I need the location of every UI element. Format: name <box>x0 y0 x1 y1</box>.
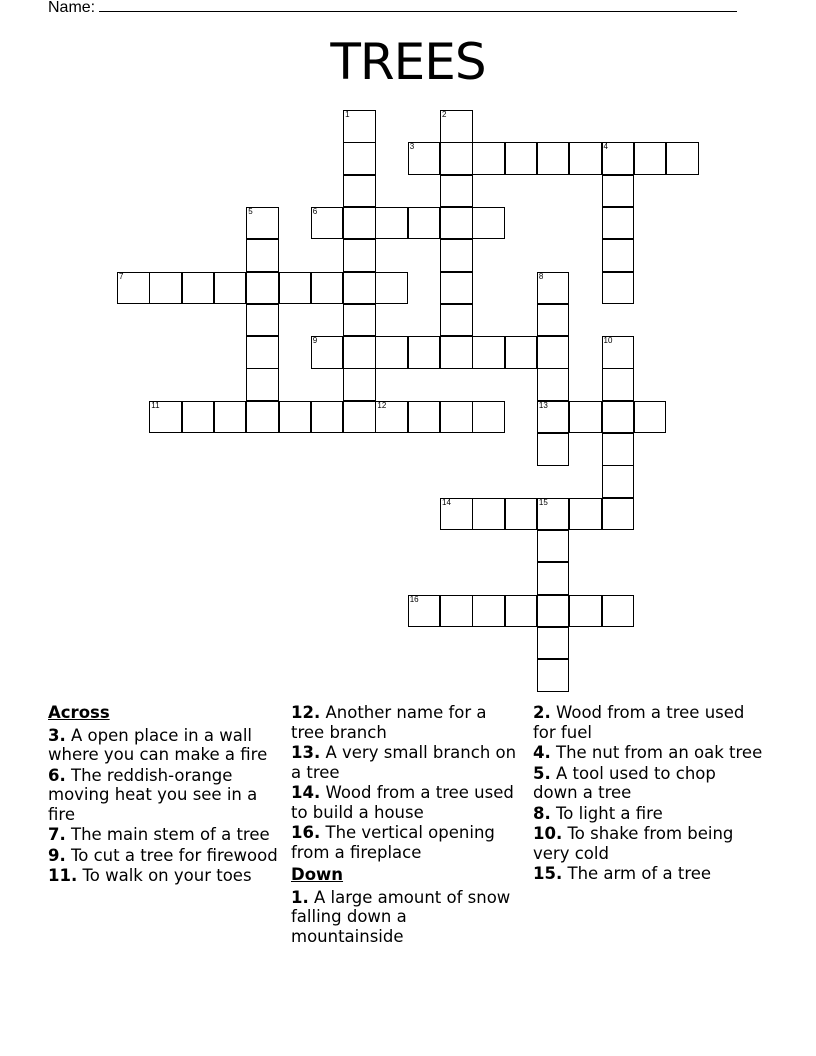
crossword-cell[interactable] <box>602 433 635 466</box>
crossword-cell[interactable] <box>537 433 570 466</box>
crossword-cell[interactable] <box>182 401 215 434</box>
crossword-cell[interactable] <box>214 401 247 434</box>
crossword-cell[interactable] <box>537 627 570 660</box>
crossword-cell[interactable] <box>602 272 635 305</box>
crossword-cell[interactable] <box>343 142 376 175</box>
crossword-cell[interactable] <box>343 401 376 434</box>
crossword-cell[interactable] <box>408 207 441 240</box>
clue-text: A very small branch on a tree <box>291 743 517 782</box>
crossword-cell[interactable] <box>440 272 473 305</box>
crossword-cell[interactable] <box>246 336 279 369</box>
cell-number: 12 <box>377 400 387 410</box>
crossword-cell[interactable] <box>375 272 408 305</box>
crossword-cell[interactable] <box>602 368 635 401</box>
crossword-cell[interactable] <box>634 142 667 175</box>
clue-down-2 <box>533 703 763 742</box>
clue-number: 13. <box>291 743 321 762</box>
crossword-cell[interactable] <box>602 401 635 434</box>
crossword-cell[interactable] <box>246 272 279 305</box>
crossword-cell[interactable] <box>246 304 279 337</box>
clue-number: 7. <box>48 825 66 844</box>
cell-number: 2 <box>442 110 447 119</box>
clue-text: Wood from a tree used for fuel <box>533 703 745 742</box>
cell-number: 8 <box>538 271 544 281</box>
clues-column-3 <box>533 703 763 885</box>
crossword-cell[interactable] <box>569 401 602 434</box>
crossword-cell[interactable] <box>375 336 408 369</box>
crossword-cell[interactable] <box>602 175 635 208</box>
clue-text: The arm of a tree <box>567 864 712 883</box>
clue-text: To cut a tree for firewood <box>71 845 278 865</box>
clue-across-14 <box>291 783 521 822</box>
crossword-cell[interactable] <box>505 336 538 369</box>
crossword-cell[interactable] <box>440 142 473 175</box>
crossword-cell[interactable] <box>440 207 473 240</box>
crossword-cell[interactable] <box>343 304 376 337</box>
clue-across-11 <box>48 866 278 886</box>
clue-text: The vertical opening from a fireplace <box>291 823 495 862</box>
crossword-cell[interactable] <box>602 595 635 628</box>
crossword-cell[interactable] <box>569 498 602 531</box>
clue-number: 16. <box>291 823 321 842</box>
crossword-cell[interactable] <box>537 272 570 305</box>
clue-text: A tool used to chop down a tree <box>533 763 716 802</box>
crossword-cell[interactable] <box>569 142 602 175</box>
crossword-cell[interactable] <box>440 401 473 434</box>
clue-number: 12. <box>291 703 321 722</box>
clue-number: 5. <box>533 763 551 783</box>
cell-number: 15 <box>538 497 548 507</box>
crossword-cell[interactable] <box>440 175 473 208</box>
crossword-cell[interactable] <box>440 498 473 531</box>
clue-across-16 <box>291 823 521 862</box>
crossword-cell[interactable] <box>602 142 635 175</box>
clue-text: A large amount of snow falling down a mountainside <box>291 887 511 946</box>
crossword-cell[interactable] <box>537 530 570 563</box>
clue-across-6 <box>48 766 278 825</box>
clue-text: The main stem of a tree <box>71 825 270 844</box>
clue-across-9 <box>48 846 278 866</box>
crossword-cell[interactable] <box>537 562 570 595</box>
crossword-cell[interactable] <box>343 336 376 369</box>
crossword-cell[interactable] <box>246 239 279 272</box>
clue-number: 10. <box>533 824 563 843</box>
crossword-cell[interactable] <box>440 595 473 628</box>
crossword-cell[interactable] <box>375 401 408 434</box>
cell-number: 3 <box>409 142 415 152</box>
cell-number: 14 <box>442 497 451 507</box>
crossword-cell[interactable] <box>311 207 344 240</box>
crossword-cell[interactable] <box>343 175 376 208</box>
down-heading: Down <box>291 865 344 884</box>
cell-number: 4 <box>603 142 608 152</box>
clue-number: 1. <box>291 887 309 907</box>
crossword-cell[interactable] <box>602 239 635 272</box>
clue-across-12 <box>291 703 521 742</box>
crossword-cell[interactable] <box>214 272 247 305</box>
crossword-cell[interactable] <box>472 401 505 434</box>
crossword-cell[interactable] <box>343 239 376 272</box>
crossword-cell[interactable] <box>343 368 376 401</box>
clue-number: 15. <box>533 864 563 883</box>
cell-number: 1 <box>345 110 350 119</box>
crossword-cell[interactable] <box>149 272 182 305</box>
crossword-cell[interactable] <box>472 142 505 175</box>
clue-text: The reddish-orange moving heat you see in a fire <box>48 765 258 824</box>
crossword-cell[interactable] <box>602 498 635 531</box>
clue-number: 9. <box>48 845 66 865</box>
crossword-cell[interactable] <box>375 207 408 240</box>
crossword-cell[interactable] <box>343 207 376 240</box>
page-title: TREES <box>330 33 486 91</box>
crossword-cell[interactable] <box>537 595 570 628</box>
crossword-cell[interactable] <box>472 336 505 369</box>
clue-text: To walk on your toes <box>82 866 252 885</box>
crossword-cell[interactable] <box>440 336 473 369</box>
clues-column-1 <box>48 703 278 887</box>
crossword-cell[interactable] <box>246 368 279 401</box>
crossword-cell[interactable] <box>408 401 441 434</box>
clue-down-1 <box>291 888 521 947</box>
crossword-cell[interactable] <box>279 272 312 305</box>
cell-number: 13 <box>538 400 548 410</box>
clue-down-4 <box>533 743 763 763</box>
cell-number: 7 <box>119 271 124 281</box>
clue-number: 8. <box>533 803 551 823</box>
clue-down-15 <box>533 864 763 884</box>
crossword-cell[interactable] <box>311 401 344 434</box>
clue-across-7 <box>48 825 278 845</box>
clue-number: 2. <box>533 703 551 722</box>
clues-column-2 <box>291 703 521 947</box>
crossword-cell[interactable] <box>505 595 538 628</box>
across-heading: Across <box>48 703 110 722</box>
clue-text: Wood from a tree used to build a house <box>291 783 514 822</box>
clue-across-13 <box>291 743 521 782</box>
crossword-cell[interactable] <box>472 207 505 240</box>
crossword-cell[interactable] <box>505 142 538 175</box>
clue-across-3 <box>48 726 278 765</box>
crossword-cell[interactable] <box>279 401 312 434</box>
clue-down-10 <box>533 824 763 863</box>
clue-text: Another name for a tree branch <box>291 703 487 742</box>
cell-number: 11 <box>151 400 160 410</box>
crossword-cell[interactable] <box>440 239 473 272</box>
crossword-cell[interactable] <box>537 368 570 401</box>
crossword-cell[interactable] <box>472 595 505 628</box>
crossword-cell[interactable] <box>602 336 635 369</box>
crossword-cell[interactable] <box>569 595 602 628</box>
clue-text: A open place in a wall where you can make a fire <box>48 725 268 764</box>
crossword-cell[interactable] <box>634 401 667 434</box>
crossword-cell[interactable] <box>343 272 376 305</box>
name-label: Name: <box>48 0 96 16</box>
clue-number: 14. <box>291 783 321 802</box>
crossword-cell[interactable] <box>602 207 635 240</box>
crossword-cell[interactable] <box>537 304 570 337</box>
crossword-cell[interactable] <box>182 272 215 305</box>
crossword-cell[interactable] <box>537 142 570 175</box>
crossword-cell[interactable] <box>602 465 635 498</box>
clue-number: 6. <box>48 765 66 785</box>
crossword-cell[interactable] <box>537 659 570 692</box>
crossword-cell[interactable] <box>408 336 441 369</box>
crossword-cell[interactable] <box>440 304 473 337</box>
crossword-cell[interactable] <box>537 498 570 531</box>
crossword-cell[interactable] <box>246 207 279 240</box>
crossword-cell[interactable] <box>343 110 376 143</box>
cell-number: 6 <box>312 206 318 216</box>
cell-number: 5 <box>248 206 253 216</box>
clue-text: To light a fire <box>556 803 663 823</box>
clue-number: 11. <box>48 866 78 885</box>
crossword-cell[interactable] <box>408 595 441 628</box>
crossword-cell[interactable] <box>117 272 150 305</box>
crossword-cell[interactable] <box>537 336 570 369</box>
crossword-cell[interactable] <box>408 142 441 175</box>
clue-number: 3. <box>48 725 66 745</box>
crossword-cell[interactable] <box>537 401 570 434</box>
crossword-cell[interactable] <box>666 142 699 175</box>
clue-text: To shake from being very cold <box>533 824 734 863</box>
clue-down-8 <box>533 804 763 824</box>
crossword-cell[interactable] <box>440 110 473 143</box>
cell-number: 16 <box>409 594 419 604</box>
crossword-cell[interactable] <box>311 272 344 305</box>
cell-number: 10 <box>603 336 613 346</box>
clue-down-5 <box>533 764 763 803</box>
clue-text: The nut from an oak tree <box>556 743 763 762</box>
crossword-cell[interactable] <box>149 401 182 434</box>
cell-number: 9 <box>312 336 318 346</box>
crossword-cell[interactable] <box>311 336 344 369</box>
crossword-cell[interactable] <box>246 401 279 434</box>
crossword-cell[interactable] <box>472 498 505 531</box>
clue-number: 4. <box>533 743 551 762</box>
crossword-cell[interactable] <box>505 498 538 531</box>
